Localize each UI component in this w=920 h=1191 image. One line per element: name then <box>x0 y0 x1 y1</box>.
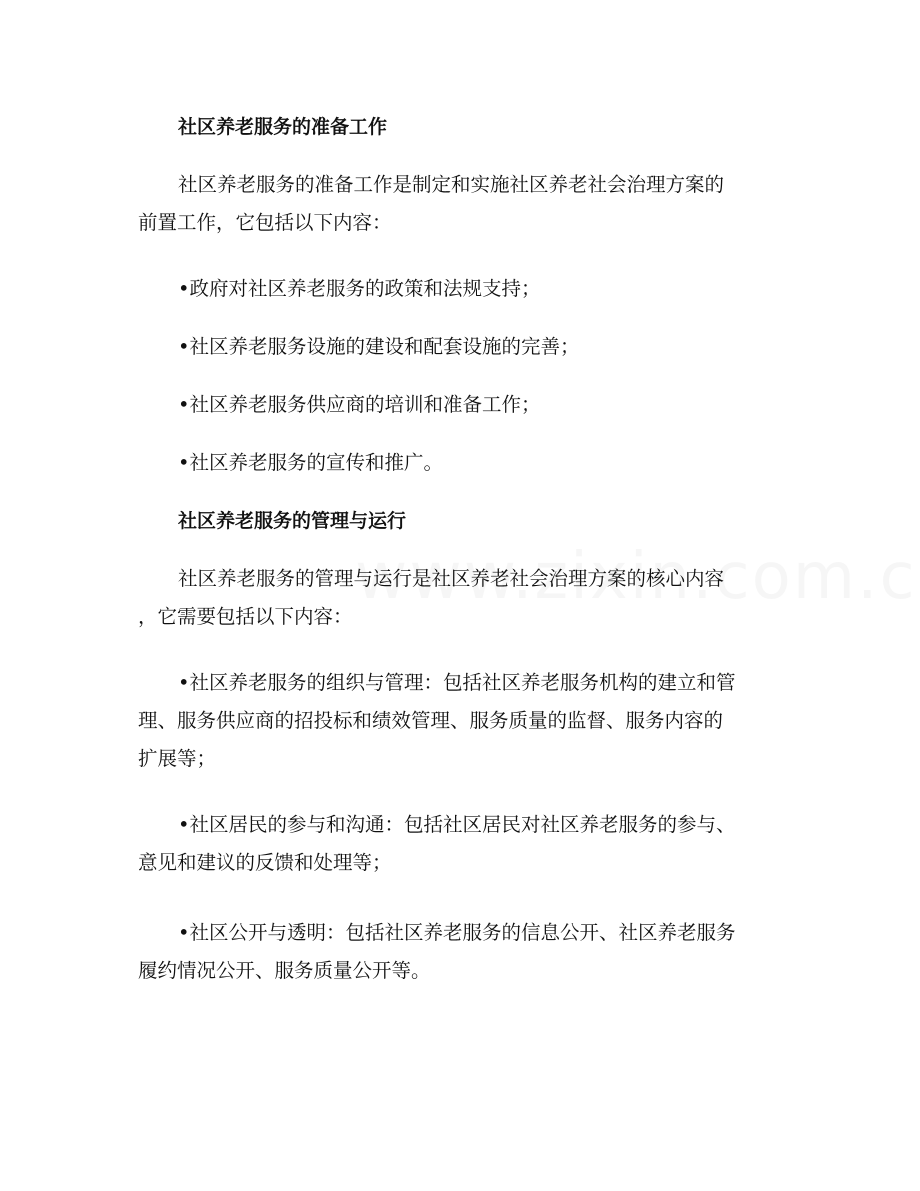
section2-bullet-3 <box>138 914 786 990</box>
bullet-text: •社区养老服务设施的建设和配套设施的完善； <box>178 335 580 358</box>
bullet-text: •社区养老服务的宣传和推广。 <box>178 451 444 474</box>
bullet-line-1: •社区居民的参与和沟通：包括社区居民对社区养老服务的参与、 <box>178 813 736 836</box>
section2-intro-paragraph <box>138 560 786 636</box>
section1-bullet-1 <box>138 270 786 308</box>
section1-intro-paragraph <box>138 166 786 242</box>
section1-bullet-2 <box>138 328 786 366</box>
section1-intro-line-2: 前置工作，它包括以下内容： <box>138 211 392 234</box>
bullet-text: •社区养老服务供应商的培训和准备工作； <box>178 393 541 416</box>
bullet-line-1: •社区养老服务的组织与管理：包括社区养老服务机构的建立和管 <box>178 671 736 694</box>
section1-intro-line-1: 社区养老服务的准备工作是制定和实施社区养老社会治理方案的 <box>178 173 725 196</box>
bullet-line-3: 扩展等； <box>138 747 217 770</box>
section1-heading: 社区养老服务的准备工作 <box>178 116 388 138</box>
bullet-line-1: •社区公开与透明：包括社区养老服务的信息公开、社区养老服务 <box>178 921 736 944</box>
section2-bullet-2 <box>138 806 786 882</box>
section2-bullet-1 <box>138 664 786 778</box>
section2-heading: 社区养老服务的管理与运行 <box>178 510 407 532</box>
section1-bullet-3 <box>138 386 786 424</box>
bullet-line-2: 理、服务供应商的招投标和绩效管理、服务质量的监督、服务内容的 <box>138 709 724 732</box>
bullet-text: •政府对社区养老服务的政策和法规支持； <box>178 277 541 300</box>
bullet-line-2: 履约情况公开、服务质量公开等。 <box>138 959 431 982</box>
section1-bullet-4 <box>138 444 786 482</box>
section2-intro-line-2: ，它需要包括以下内容： <box>138 605 353 628</box>
bullet-line-2: 意见和建议的反馈和处理等； <box>138 851 392 874</box>
section2-intro-line-1: 社区养老服务的管理与运行是社区养老社会治理方案的核心内容 <box>178 567 725 590</box>
